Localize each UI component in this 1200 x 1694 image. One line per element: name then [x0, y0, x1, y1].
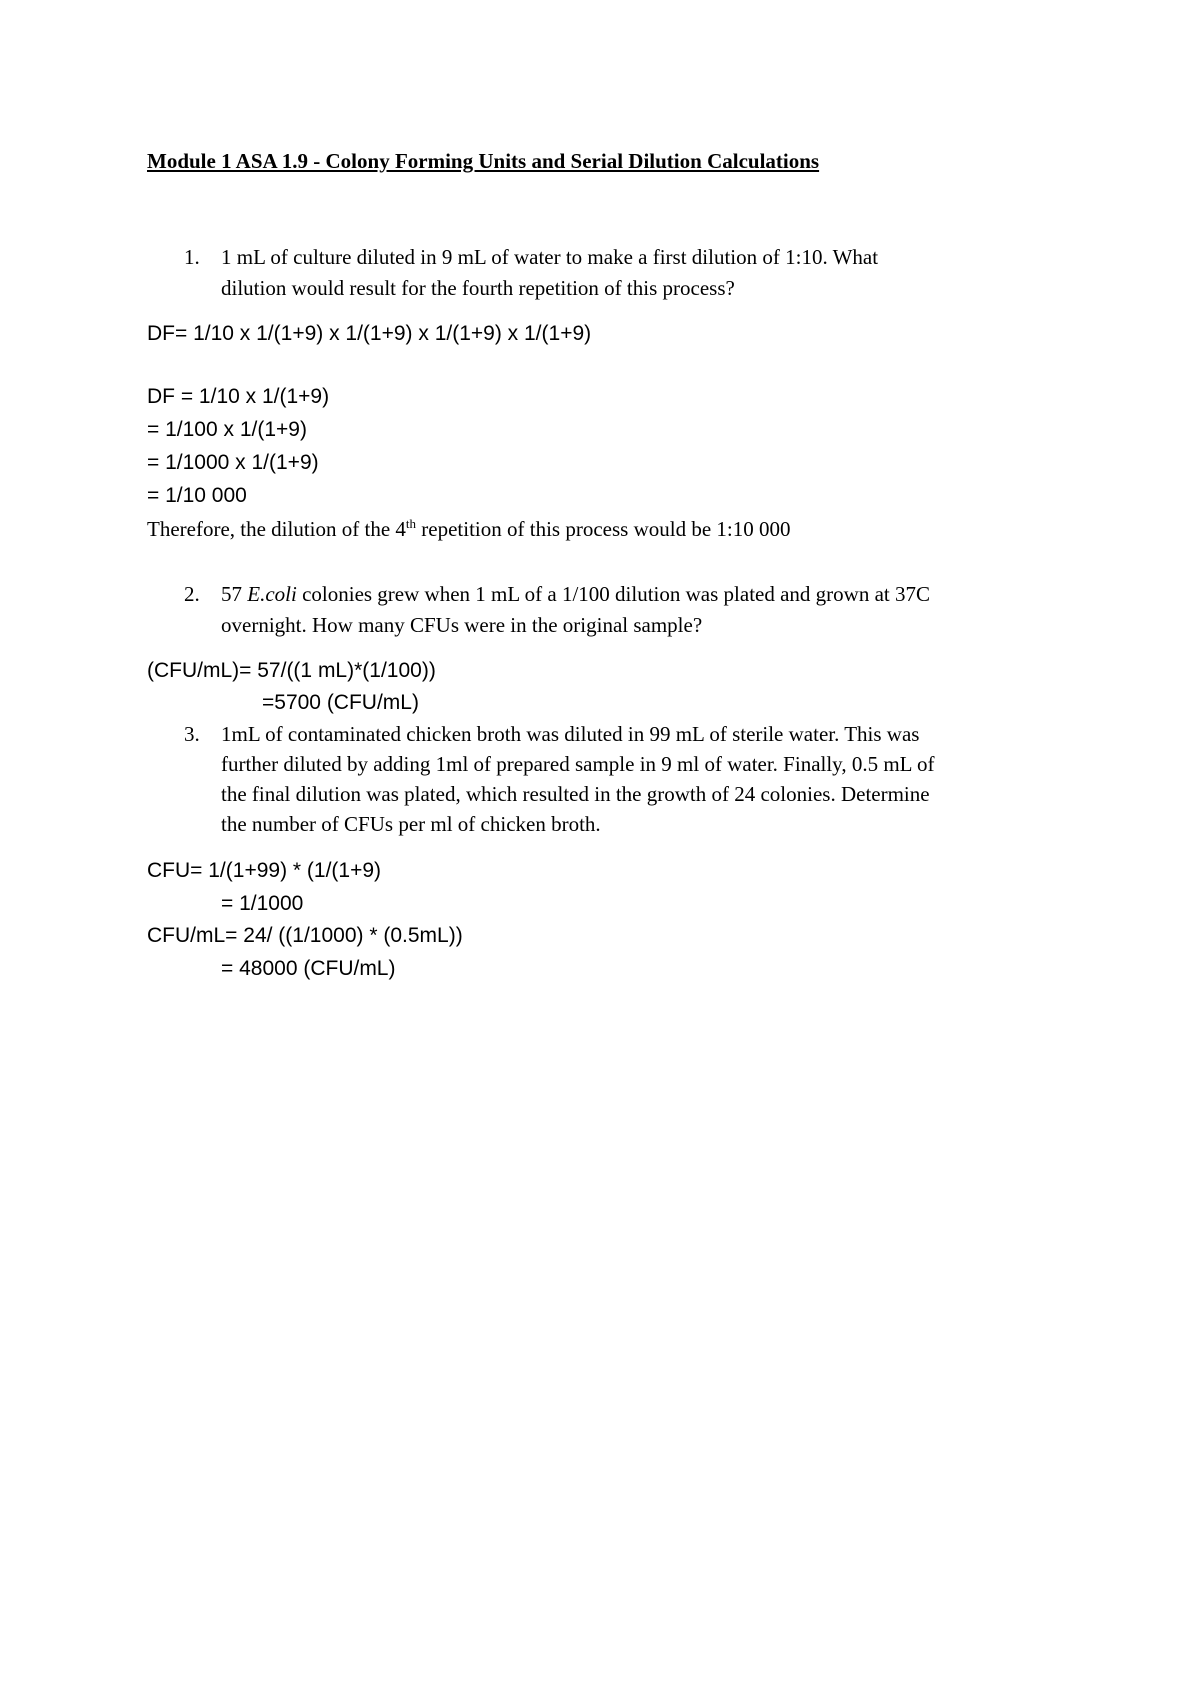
answer-2-line-1: (CFU/mL)= 57/((1 mL)*(1/100)) [147, 659, 436, 682]
answer-2-line-2: =5700 (CFU/mL) [262, 691, 419, 714]
question-2-number: 2. [184, 582, 200, 606]
answer-1-df-line: DF= 1/10 x 1/(1+9) x 1/(1+9) x 1/(1+9) x 1/(1+9) [147, 322, 592, 345]
question-3-line-2: further diluted by adding 1ml of prepared sample in 9 ml of water. Finally, 0.5 mL of [221, 752, 935, 776]
answer-1-conclusion-pre: Therefore, the dilution of the 4 [147, 517, 406, 541]
question-2-organism: E.coli [247, 582, 297, 606]
answer-1-conclusion-post: repetition of this process would be 1:10 000 [416, 517, 791, 541]
answer-3-line-1: CFU= 1/(1+99) * (1/(1+9) [147, 859, 382, 882]
answer-1-step-3: = 1/1000 x 1/(1+9) [147, 451, 319, 474]
question-3-line-1: 1mL of contaminated chicken broth was diluted in 99 mL of sterile water. This was [221, 722, 920, 746]
answer-1-conclusion-superscript: th [405, 516, 417, 531]
question-2-line-1-pre: 57 [221, 582, 248, 606]
answer-1-step-1: DF = 1/10 x 1/(1+9) [147, 385, 330, 408]
question-2-line-1 [221, 580, 930, 608]
question-2-line-2: overnight. How many CFUs were in the original sample? [221, 613, 703, 637]
answer-3-line-3: CFU/mL= 24/ ((1/1000) * (0.5mL)) [147, 924, 463, 947]
question-3-number: 3. [184, 722, 200, 746]
document-title: Module 1 ASA 1.9 - Colony Forming Units and Serial Dilution Calculations [147, 149, 820, 173]
answer-1-step-2: = 1/100 x 1/(1+9) [147, 418, 307, 441]
question-1-number: 1. [184, 245, 200, 269]
question-3-line-4: the number of CFUs per ml of chicken broth. [221, 812, 601, 836]
question-1-line-2: dilution would result for the fourth repetition of this process? [221, 276, 735, 300]
answer-3-line-2: = 1/1000 [221, 892, 304, 915]
question-3-line-3: the final dilution was plated, which resulted in the growth of 24 colonies. Determine [221, 782, 930, 806]
answer-3-line-4: = 48000 (CFU/mL) [221, 957, 396, 980]
answer-1-step-4: = 1/10 000 [147, 484, 247, 507]
question-1-line-1: 1 mL of culture diluted in 9 mL of water to make a first dilution of 1:10. What [221, 245, 879, 269]
answer-1-conclusion [147, 515, 791, 543]
question-2-line-1-post: colonies grew when 1 mL of a 1/100 dilution was plated and grown at 37C [296, 582, 931, 606]
